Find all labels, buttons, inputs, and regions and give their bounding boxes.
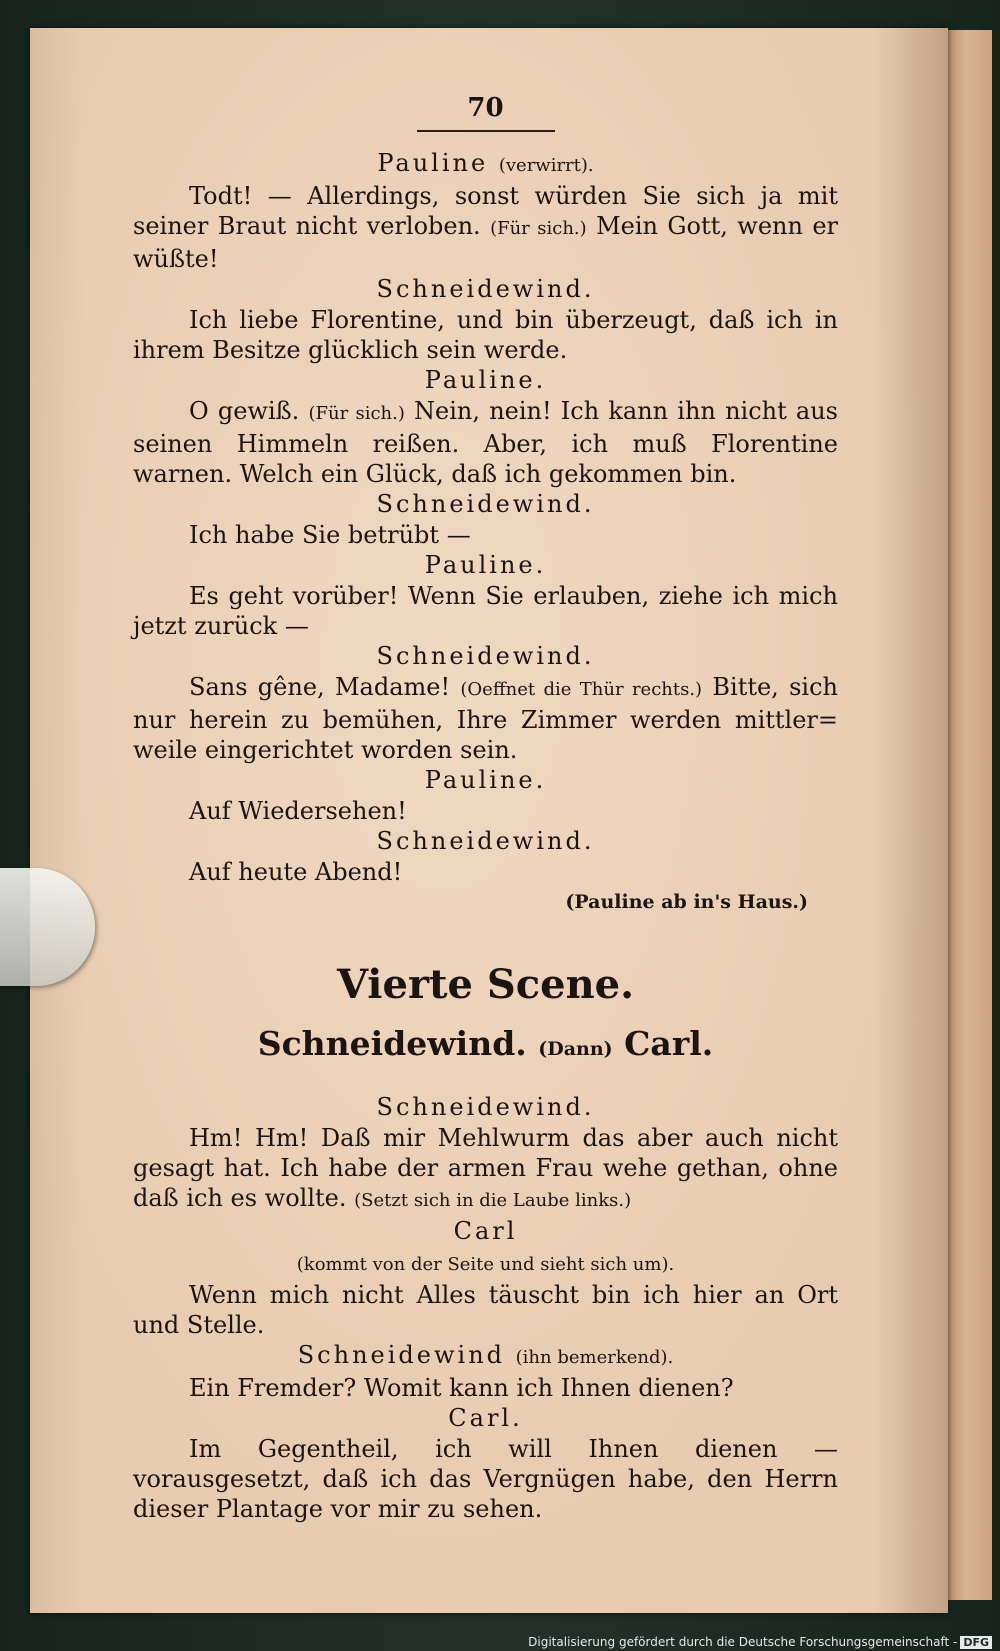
stage-direction: (Oeffnet die Thür rechts.) — [460, 679, 703, 700]
speaker-label: Pauline. — [424, 551, 547, 579]
dialogue-paragraph: Im Gegentheil, ich will Ihnen dienen — vorausgesetzt, daß ich das Vergnügen habe, den Herrn dieser Plantage vor mir zu sehen. — [133, 1435, 838, 1523]
dialogue-text: Sans gêne, Madame! — [189, 673, 461, 701]
dialogue-text: Bitte, sich nur herein zu bemühen, Ihre Zimmer werden mittler= weile eingerichtet worden sein. — [133, 673, 838, 764]
dialogue-paragraph — [133, 672, 838, 765]
stage-direction: (Dann) — [538, 1038, 613, 1060]
dialogue-text: Mein Gott, wenn er wüßte! — [133, 212, 839, 273]
speaker-label: Pauline. — [424, 766, 547, 794]
dfg-logo: DFG — [960, 1636, 992, 1649]
book-gutter — [948, 30, 992, 1600]
speaker-label — [133, 1340, 838, 1373]
dialogue-paragraph: Es geht vorüber! Wenn Sie erlauben, ziehe ich mich jetzt zurück — — [133, 582, 838, 640]
dialogue-paragraph: Wenn mich nicht Alles täuscht bin ich hier an Ort und Stelle. — [133, 1281, 838, 1339]
speaker-name: Pauline — [377, 149, 489, 177]
dialogue-paragraph — [133, 396, 838, 489]
speaker-label: Schneidewind. — [376, 642, 595, 670]
dialogue-text: Todt! — Allerdings, sonst würden Sie sich ja mit seiner Braut nicht verloben. — [133, 182, 838, 240]
speaker-label: Schneidewind. — [376, 827, 595, 855]
page-number: 70 — [467, 93, 504, 123]
dialogue-paragraph — [133, 181, 838, 274]
stage-direction: (Setzt sich in die Laube links.) — [354, 1190, 632, 1211]
digitization-credit — [528, 1635, 992, 1649]
stage-direction-line — [133, 1247, 838, 1280]
stage-direction: (Für sich.) — [308, 403, 405, 424]
header-rule — [417, 130, 555, 132]
credit-text: Digitalisierung gefördert durch die Deutsche Forschungsgemeinschaft - — [528, 1635, 958, 1649]
scene-cast — [133, 1023, 838, 1070]
stage-direction: (kommt von der Seite und sieht sich um). — [296, 1254, 675, 1275]
speaker-label — [133, 148, 838, 181]
stage-direction: (verwirrt). — [498, 155, 594, 176]
dialogue-text: Hm! Hm! Daß mir Mehlwurm das aber auch nicht gesagt hat. Ich habe der armen Frau wehe gethan, ohne daß ich es wollte. — [133, 1124, 838, 1212]
dialogue-paragraph: Ich habe Sie betrübt — — [189, 521, 471, 549]
scene-title: Vierte Scene. — [336, 961, 635, 1008]
dialogue-text: O gewiß. — [189, 397, 309, 425]
stage-direction: (Für sich.) — [490, 218, 587, 239]
speaker-label: Pauline. — [424, 366, 547, 394]
dialogue-paragraph: Auf heute Abend! — [189, 858, 403, 886]
dialogue-paragraph: Ein Fremder? Womit kann ich Ihnen dienen? — [189, 1374, 734, 1402]
speaker-name: Schneidewind — [297, 1341, 506, 1369]
speaker-label: Schneidewind. — [376, 490, 595, 518]
stage-direction: (ihn bemerkend). — [515, 1347, 674, 1368]
dialogue-text: Nein, nein! Ich kann ihn nicht aus seinen Himmeln reißen. Aber, ich muß Florentine warnen. Welch ein Glück, daß ich gekommen bin. — [133, 397, 838, 488]
dialogue-paragraph: Auf Wiedersehen! — [189, 797, 407, 825]
exit-direction: (Pauline ab in's Haus.) — [565, 891, 808, 913]
dialogue-paragraph — [133, 1123, 838, 1216]
cast-name: Schneidewind. — [257, 1024, 527, 1063]
cast-name: Carl. — [624, 1024, 714, 1063]
speaker-label: Carl. — [448, 1404, 523, 1432]
dialogue-paragraph: Ich liebe Florentine, und bin überzeugt, daß ich in ihrem Besitze glücklich sein werde. — [133, 306, 838, 364]
page-text — [133, 80, 838, 1524]
speaker-label: Schneidewind. — [376, 275, 595, 303]
speaker-label: Carl — [453, 1217, 518, 1245]
speaker-label: Schneidewind. — [376, 1093, 595, 1121]
